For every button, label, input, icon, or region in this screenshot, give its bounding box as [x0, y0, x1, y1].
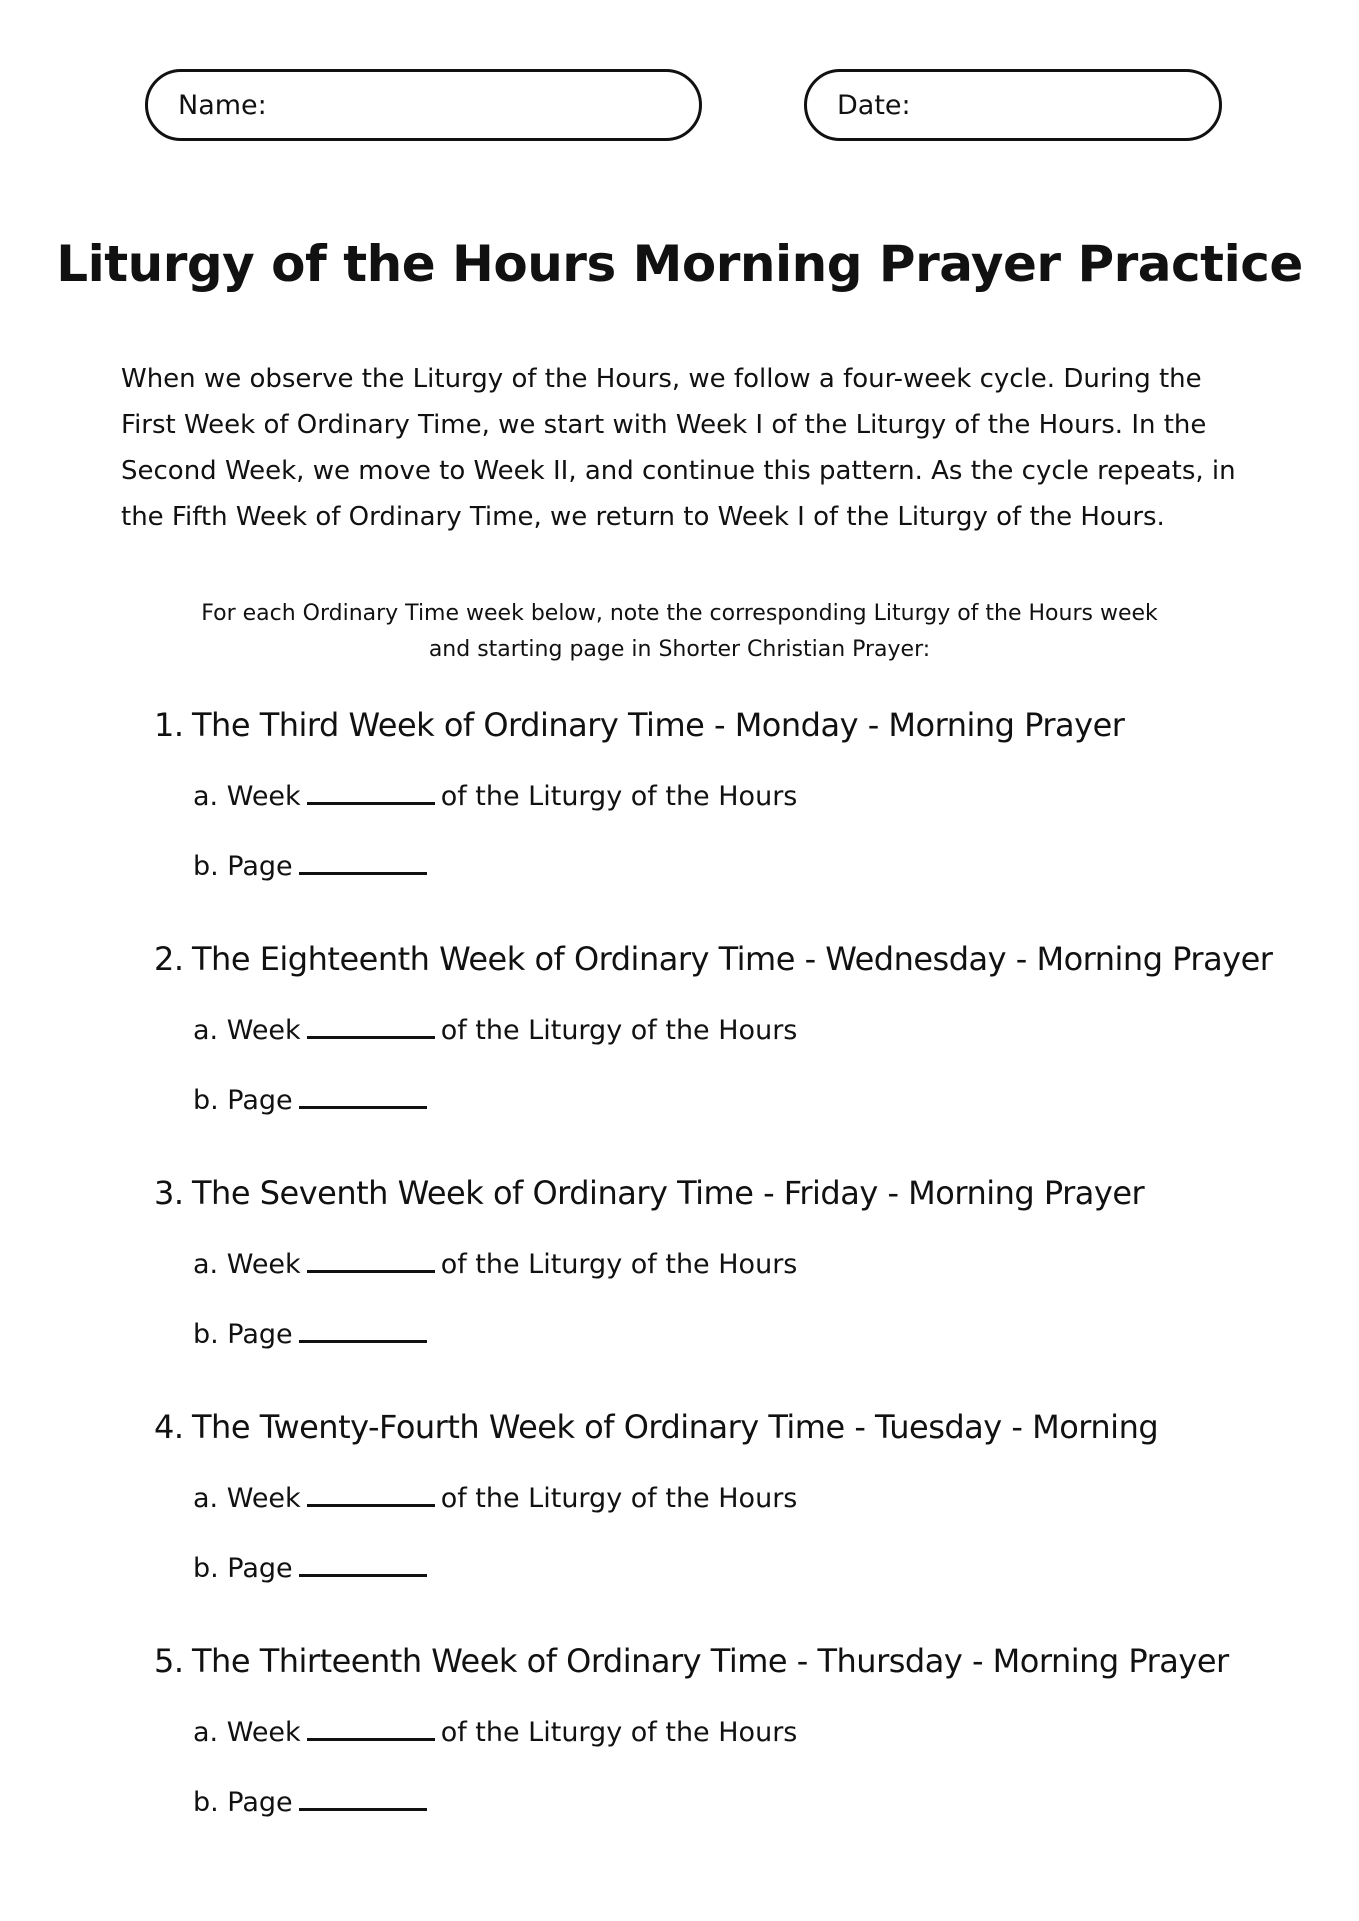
week-answer-row	[193, 778, 797, 812]
question-number: 2.	[154, 940, 184, 978]
question-4	[0, 1408, 1359, 1608]
page-prefix: b. Page	[193, 1085, 293, 1116]
intro-paragraph: When we observe the Liturgy of the Hours, we follow a four-week cycle. During the First Week of Ordinary Time, we start with Week I of the Liturgy of the Hours. In the Second Week, we move to Week II, and continue this pattern. As the cycle repeats, in the Fifth Week of Ordinary Time, we return to Week I of the Liturgy of the Hours.	[121, 364, 1236, 532]
page-answer-row	[193, 848, 433, 882]
week-blank[interactable]	[307, 1714, 435, 1741]
week-answer-row	[193, 1012, 797, 1046]
name-field[interactable]	[145, 69, 702, 141]
week-suffix: of the Liturgy of the Hours	[440, 781, 798, 812]
week-blank[interactable]	[307, 1012, 435, 1039]
name-label: Name:	[178, 89, 267, 121]
question-title	[154, 940, 1272, 978]
week-suffix: of the Liturgy of the Hours	[440, 1717, 798, 1748]
question-text: The Third Week of Ordinary Time - Monday - Morning Prayer	[192, 706, 1125, 744]
week-suffix: of the Liturgy of the Hours	[440, 1015, 798, 1046]
page-prefix: b. Page	[193, 851, 293, 882]
question-2	[0, 940, 1359, 1140]
question-text: The Twenty-Fourth Week of Ordinary Time - Tuesday - Morning	[192, 1408, 1159, 1446]
page-prefix: b. Page	[193, 1787, 293, 1818]
question-title	[154, 706, 1124, 744]
question-number: 3.	[154, 1174, 184, 1212]
week-answer-row	[193, 1246, 797, 1280]
question-title	[154, 1174, 1144, 1212]
page-blank[interactable]	[299, 1082, 427, 1109]
question-number: 5.	[154, 1642, 184, 1680]
page-blank[interactable]	[299, 1550, 427, 1577]
question-1	[0, 706, 1359, 906]
page-answer-row	[193, 1784, 433, 1818]
page-prefix: b. Page	[193, 1553, 293, 1584]
question-text: The Seventh Week of Ordinary Time - Friday - Morning Prayer	[192, 1174, 1145, 1212]
week-blank[interactable]	[307, 1246, 435, 1273]
page-blank[interactable]	[299, 1784, 427, 1811]
week-prefix: a. Week	[193, 1015, 301, 1046]
week-prefix: a. Week	[193, 1249, 301, 1280]
page-prefix: b. Page	[193, 1319, 293, 1350]
week-prefix: a. Week	[193, 1483, 301, 1514]
question-number: 1.	[154, 706, 184, 744]
week-prefix: a. Week	[193, 781, 301, 812]
question-text: The Thirteenth Week of Ordinary Time - Thursday - Morning Prayer	[192, 1642, 1229, 1680]
instructions-line-2: and starting page in Shorter Christian Prayer:	[428, 637, 931, 662]
page-blank[interactable]	[299, 848, 427, 875]
question-number: 4.	[154, 1408, 184, 1446]
page-title: Liturgy of the Hours Morning Prayer Practice	[56, 235, 1303, 293]
page-blank[interactable]	[299, 1316, 427, 1343]
date-label: Date:	[837, 89, 911, 121]
page-answer-row	[193, 1550, 433, 1584]
week-answer-row	[193, 1714, 797, 1748]
question-3	[0, 1174, 1359, 1374]
question-title	[154, 1642, 1229, 1680]
question-title	[154, 1408, 1158, 1446]
page-answer-row	[193, 1316, 433, 1350]
week-suffix: of the Liturgy of the Hours	[440, 1483, 798, 1514]
week-suffix: of the Liturgy of the Hours	[440, 1249, 798, 1280]
date-field[interactable]	[804, 69, 1222, 141]
instructions	[0, 596, 1359, 668]
page-answer-row	[193, 1082, 433, 1116]
question-text: The Eighteenth Week of Ordinary Time - Wednesday - Morning Prayer	[192, 940, 1273, 978]
week-blank[interactable]	[307, 778, 435, 805]
week-prefix: a. Week	[193, 1717, 301, 1748]
week-answer-row	[193, 1480, 797, 1514]
instructions-line-1: For each Ordinary Time week below, note the corresponding Liturgy of the Hours week	[201, 601, 1158, 626]
week-blank[interactable]	[307, 1480, 435, 1507]
question-5	[0, 1642, 1359, 1842]
